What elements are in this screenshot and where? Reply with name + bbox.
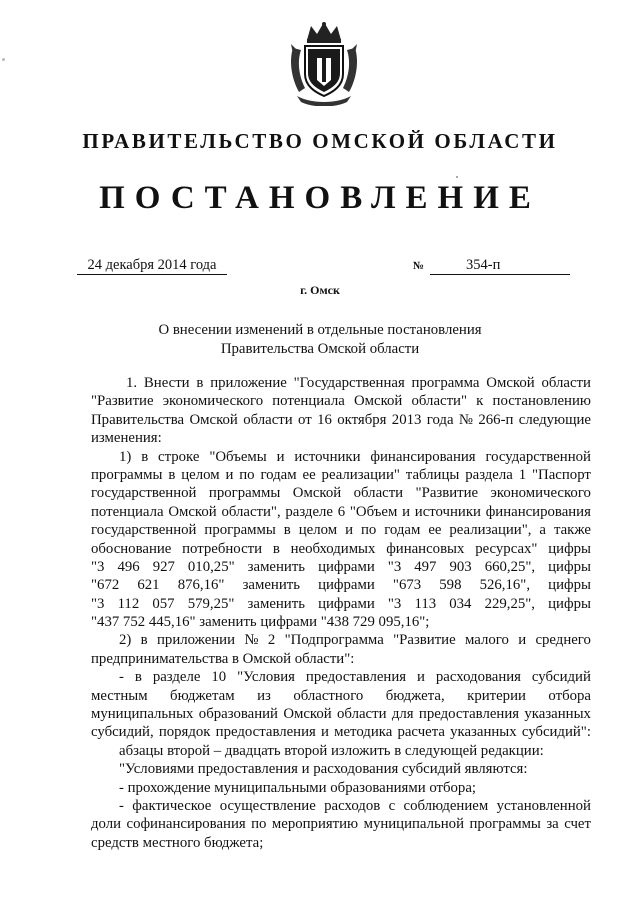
body-text-line: "437 752 445,16" заменить цифрами "438 729 095,16"; <box>91 614 430 631</box>
issuing-city: г. Омск <box>300 283 340 297</box>
document-number: 354-п <box>430 257 570 275</box>
body-text-line: изменения: <box>91 430 162 447</box>
body-text-line: - фактическое осуществление расходов с соблюдением установленной <box>119 797 591 814</box>
body-text-line: местным бюджетам из областного бюджета, критерии отбора <box>91 687 591 704</box>
body-text-line: "3 496 927 010,25" заменить цифрами "3 497 903 660,25", цифры <box>91 558 591 575</box>
document-type-title: ПОСТАНОВЛЕНИЕ <box>99 180 541 216</box>
body-text-line: 2) в приложении № 2 "Подпрограмма "Развитие малого и среднего <box>119 632 591 649</box>
body-text-line: абзацы второй – двадцать второй изложить в следующей редакции: <box>119 742 544 759</box>
body-text-line: средств местного бюджета; <box>91 834 264 851</box>
subject-line: Правительства Омской области <box>220 341 420 357</box>
body-text-line: доли софинансирования по мероприятию муниципальной программы за счет <box>91 816 591 833</box>
body-text-line: предпринимательства в Омской области": <box>91 650 355 667</box>
body-text-line: - в разделе 10 "Условия предоставления и расходования субсидий <box>119 669 591 686</box>
body-text-line: государственной программы в целом и по годам ее реализации", а также <box>91 522 591 539</box>
number-label: № <box>413 260 425 272</box>
scan-speck <box>2 58 5 61</box>
subject-line: О внесении изменений в отдельные постановления <box>158 322 482 338</box>
body-text-line: "Условиями предоставления и расходования субсидий являются: <box>119 761 528 778</box>
body-text-line: - прохождение муниципальными образованиями отбора; <box>119 779 476 796</box>
issuing-authority: ПРАВИТЕЛЬСТВО ОМСКОЙ ОБЛАСТИ <box>82 129 558 153</box>
body-text-line: обоснование потребности в необходимых финансовых ресурсах" цифры <box>91 540 591 557</box>
omsk-coat-of-arms-emblem <box>287 18 361 106</box>
body-text-line: "672 621 876,16" заменить цифрами "673 598 526,16", цифры <box>91 577 591 594</box>
document-date: 24 декабря 2014 года <box>77 257 227 275</box>
body-text-line: 1. Внести в приложение "Государственная программа Омской области <box>126 375 591 391</box>
body-text-line: государственной программы Омской области "Развитие экономического <box>91 485 591 502</box>
body-text-line: потенциала Омской области", разделе 6 "Объем и источники финансирования <box>91 503 591 520</box>
body-text-line: "3 112 057 579,25" заменить цифрами "3 113 034 229,25", цифры <box>91 595 591 612</box>
document-body <box>91 374 591 852</box>
body-text-line: муниципальных образований Омской области для предоставления указанных <box>91 706 591 723</box>
body-text-line: Правительства Омской области от 16 октября 2013 года № 266-п следующие <box>91 411 591 428</box>
body-text-line: программы в целом и по годам ее реализации" таблицы раздела 1 "Паспорт <box>91 466 591 483</box>
body-text-line: "Развитие экономического потенциала Омской области" к постановлению <box>91 393 591 410</box>
scan-speck <box>456 176 458 178</box>
body-text-line: 1) в строке "Объемы и источники финансирования государственной <box>119 448 591 465</box>
body-text-line: субсидий, порядок предоставления и методика расчета указанных субсидий": <box>91 724 591 741</box>
document-subject <box>0 321 640 359</box>
